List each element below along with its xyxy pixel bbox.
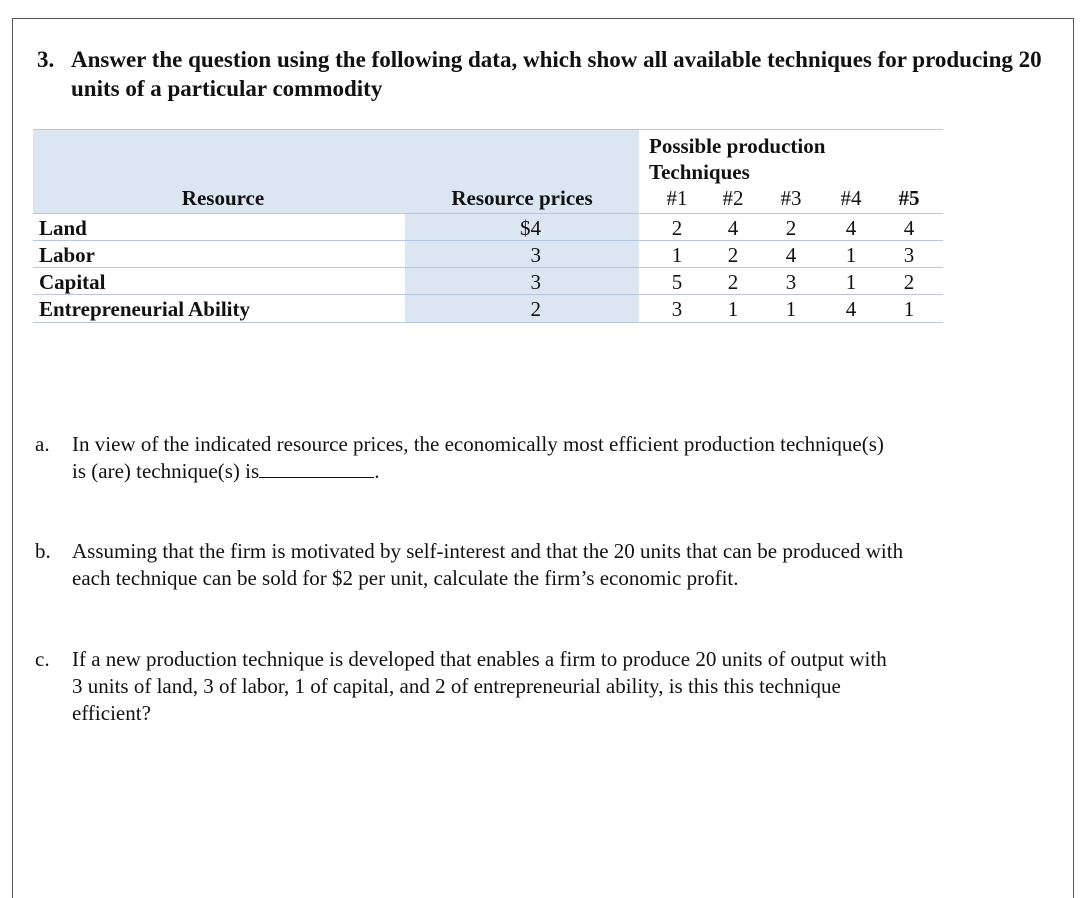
technique-value: 2 xyxy=(727,243,739,267)
answer-blank[interactable] xyxy=(259,459,374,478)
resource-name: Land xyxy=(39,216,87,240)
technique-label: #4 xyxy=(840,186,862,210)
techniques-header-line1: Possible production xyxy=(649,134,826,158)
techniques-header-line2: Techniques xyxy=(649,160,750,184)
question-text: Answer the question using the following data, which show all available techniques for producing 20 units of a particular commodity xyxy=(71,47,1042,101)
table-top-rule xyxy=(33,129,943,130)
technique-value: 1 xyxy=(671,243,683,267)
part-a-line1: In view of the indicated resource prices, the economically most efficient production technique(s) xyxy=(72,432,884,456)
technique-value: 4 xyxy=(845,297,857,321)
technique-value: 1 xyxy=(903,297,915,321)
document-page xyxy=(12,18,1074,898)
resource-name: Capital xyxy=(39,270,106,294)
resource-name: Labor xyxy=(39,243,96,267)
resource-header: Resource xyxy=(181,186,265,210)
table-bottom-rule xyxy=(33,322,943,323)
price-header: Resource prices xyxy=(451,186,593,210)
technique-value: 3 xyxy=(903,243,915,267)
technique-value: 1 xyxy=(845,270,857,294)
part-c-line3: efficient? xyxy=(72,701,151,725)
technique-label: #2 xyxy=(722,186,744,210)
technique-value: 1 xyxy=(785,297,797,321)
part-b-label: b. xyxy=(35,539,51,563)
technique-value: 2 xyxy=(785,216,797,240)
part-c xyxy=(35,646,1065,731)
technique-label: #1 xyxy=(666,186,688,210)
technique-value: 1 xyxy=(727,297,739,321)
part-b xyxy=(35,538,1065,598)
part-c-label: c. xyxy=(35,647,50,671)
resource-name: Entrepreneurial Ability xyxy=(39,297,250,321)
technique-value: 2 xyxy=(727,270,739,294)
production-table xyxy=(33,129,943,323)
part-a-label: a. xyxy=(35,432,50,456)
technique-value: 4 xyxy=(785,243,797,267)
part-a xyxy=(35,431,1065,491)
part-c-line2: 3 units of land, 3 of labor, 1 of capital, and 2 of entrepreneurial ability, is this this technique xyxy=(72,674,841,698)
resource-price: 3 xyxy=(530,243,541,267)
technique-value: 4 xyxy=(903,216,915,240)
resource-price: 3 xyxy=(530,270,541,294)
technique-value: 2 xyxy=(671,216,683,240)
part-a-line2: is (are) technique(s) is . xyxy=(72,459,380,483)
technique-value: 4 xyxy=(845,216,857,240)
question-number: 3. xyxy=(37,47,55,72)
technique-label: #3 xyxy=(780,186,802,210)
technique-value: 3 xyxy=(671,297,683,321)
part-c-line1: If a new production technique is developed that enables a firm to produce 20 units of output with xyxy=(72,647,887,671)
resource-price: $4 xyxy=(520,216,541,240)
technique-value: 2 xyxy=(903,270,915,294)
technique-value: 5 xyxy=(671,270,683,294)
technique-value: 3 xyxy=(785,270,797,294)
technique-value: 4 xyxy=(727,216,739,240)
part-b-line2: each technique can be sold for $2 per unit, calculate the firm’s economic profit. xyxy=(72,566,739,590)
resource-price: 2 xyxy=(530,297,541,321)
part-b-line1: Assuming that the firm is motivated by self-interest and that the 20 units that can be produced with xyxy=(72,539,904,563)
table-header-rule xyxy=(33,213,943,214)
technique-value: 1 xyxy=(845,243,857,267)
technique-label: #5 xyxy=(898,186,920,210)
